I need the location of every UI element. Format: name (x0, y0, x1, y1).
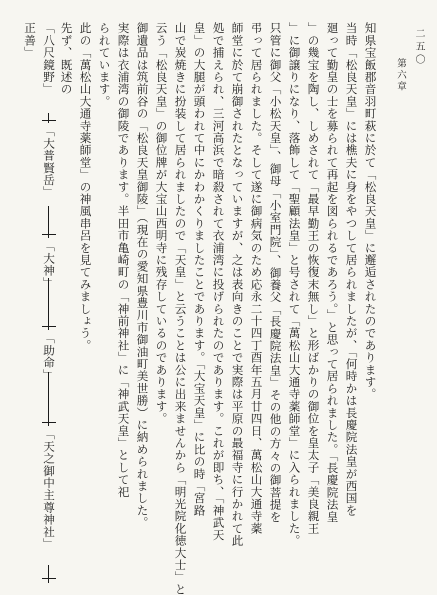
text-column: 実際は衣浦湾の御陵であります。半田市亀崎町の「神前神社」に「神武天皇」として祀 (116, 22, 131, 498)
text-column: 処で捕えられ、三河高浜で暗殺されて衣浦湾に投げられたのであります。これが即ち、「神武天 (211, 22, 226, 541)
tree-tick (42, 234, 56, 235)
tree-connector (48, 113, 49, 123)
tree-connector (48, 372, 49, 426)
text-column: 先ず、既述の (59, 22, 74, 96)
tree-continuation: 正善」 (23, 22, 37, 59)
text-column: 弔って居られました。そして遂に御病気のため応永二十四丁酉年五月廿四日、萬松山大通寺薬 (249, 22, 264, 535)
tree-tick (42, 326, 56, 327)
tree-tick (42, 578, 56, 579)
text-column: 御遺品は筑前谷の「松良天皇御陵」（現在の愛知県豊川市御油町美世勝）に納められました。 (135, 22, 150, 529)
text-column: 廻って勤皇の士を募られて再起を図られるであろう。」と思って居られました。「長慶院法皇 (325, 22, 340, 523)
text-column: 山で炭焼きに扮装して居られましたので「天皇」と云うことは公に出来ませんから「明光院化徳大士」と (173, 22, 188, 595)
tree-node: 「八尺鏡野」 (42, 22, 56, 96)
text-column: 皇」の大腿が頭われて中にかわかくりましたことであります。「大宝天皇」に比の時「宮路 (192, 22, 207, 517)
text-column: 云う「松良天皇」の御位牌が大宝山西明寺に残存しているのであります。 (154, 22, 169, 425)
text-column: 」に御譲りになり、落飾して「聖顧法皇」と号されて「萬松山大通寺薬師堂」に入られました。 (287, 22, 302, 547)
text-column: 師堂に於て崩御されたとなっていますが、之は表向きのことで実際は平原の最福寺に行かれて此 (230, 22, 245, 547)
tree-tick (42, 422, 56, 423)
tree-node: 「大普賢岳」 (42, 125, 56, 199)
chapter-heading: 第六章 (395, 58, 406, 93)
tree-node: 「大神」 (42, 240, 56, 289)
tree-node: 「天之御中主尊神社」 (42, 428, 56, 550)
text-column: 知県宝飯郡音羽町萩に於て「松良天皇」に邂逅されたのであります。 (363, 22, 378, 401)
text-column: 当時「松良天皇」には樵夫に身をやつして居られましたが、「何時かは長慶院法皇が西国を (344, 22, 359, 517)
text-column: 只管に御父「小松天皇」、御母「小室門院」、御養父「長慶院法皇」その他の方々の御菩提を (268, 22, 283, 523)
text-column: 」の幾宝を陶し、しめされて「最早勤王の恢復末無し」と形ばかりの御位を皇太子「美良親王 (306, 22, 321, 535)
text-column: られています。 (97, 22, 112, 108)
tree-connector (48, 278, 49, 330)
text-column: 此の「萬松山大通寺薬師堂」の神風串呂を見てみましょう。 (78, 22, 93, 352)
tree-tick (42, 120, 56, 121)
tree-node: 「助命」 (42, 332, 56, 381)
tree-connector (48, 565, 49, 583)
page-number: 二五〇 (413, 28, 424, 67)
